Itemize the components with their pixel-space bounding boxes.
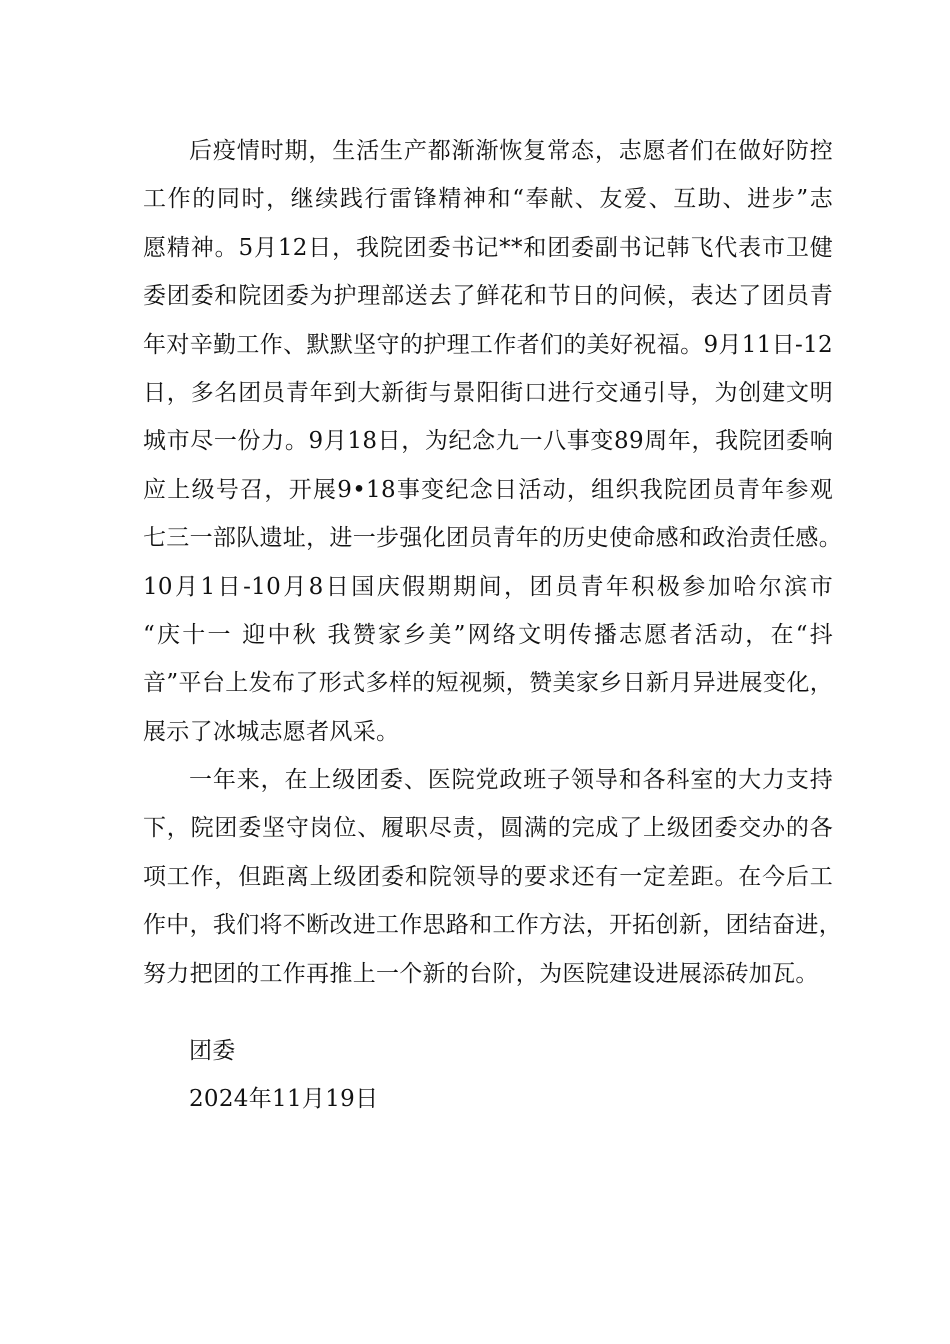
paragraph-volunteer-activities: [143, 127, 842, 756]
paragraph-line: 努力把团的工作再推上一个新的台阶，为医院建设进展添砖加瓦。: [143, 960, 819, 987]
paragraph-line: 一年来，在上级团委、医院党政班子领导和各科室的大力支持: [189, 767, 833, 794]
paragraph-line: 音”平台上发布了形式多样的短视频，赞美家乡日新月异进展变化，: [143, 670, 833, 697]
paragraph-line: 下，院团委坚守岗位、履职尽责，圆满的完成了上级团委交办的各: [143, 815, 833, 842]
signature-org: 团委: [189, 1038, 236, 1064]
paragraph-line: 工作的同时，继续践行雷锋精神和“奉献、友爱、互助、进步”志: [143, 186, 833, 213]
paragraph-summary: [143, 756, 842, 998]
paragraph-line: 七三一部队遗址，进一步强化团员青年的历史使命感和政治责任感。: [143, 525, 842, 552]
paragraph-line: 委团委和院团委为护理部送去了鲜花和节日的问候，表达了团员青: [143, 283, 833, 310]
paragraph-line: 应上级号召，开展9•18事变纪念日活动，组织我院团员青年参观: [143, 476, 833, 503]
signature-block: [189, 1027, 378, 1124]
paragraph-line: 年对辛勤工作、默默坚守的护理工作者们的美好祝福。9月11日-12: [143, 331, 833, 358]
paragraph-line: 日，多名团员青年到大新街与景阳街口进行交通引导，为创建文明: [143, 379, 833, 406]
signature-date: 2024年11月19日: [189, 1086, 379, 1113]
document-body: [143, 127, 842, 998]
paragraph-line: 城市尽一份力。9月18日，为纪念九一八事变89周年，我院团委响: [143, 428, 833, 455]
paragraph-line: 作中，我们将不断改进工作思路和工作方法，开拓创新，团结奋进，: [143, 912, 842, 939]
paragraph-line: “庆十一 迎中秋 我赞家乡美”网络文明传播志愿者活动，在“抖: [143, 621, 833, 648]
paragraph-line: 项工作，但距离上级团委和院领导的要求还有一定差距。在今后工: [143, 863, 833, 890]
paragraph-line: 10月1日-10月8日国庆假期期间，团员青年积极参加哈尔滨市: [143, 573, 833, 600]
paragraph-line: 后疫情时期，生活生产都渐渐恢复常态，志愿者们在做好防控: [189, 138, 833, 164]
paragraph-line: 展示了冰城志愿者风采。: [143, 718, 400, 745]
paragraph-line: 愿精神。5月12日，我院团委书记**和团委副书记韩飞代表市卫健: [143, 234, 833, 261]
